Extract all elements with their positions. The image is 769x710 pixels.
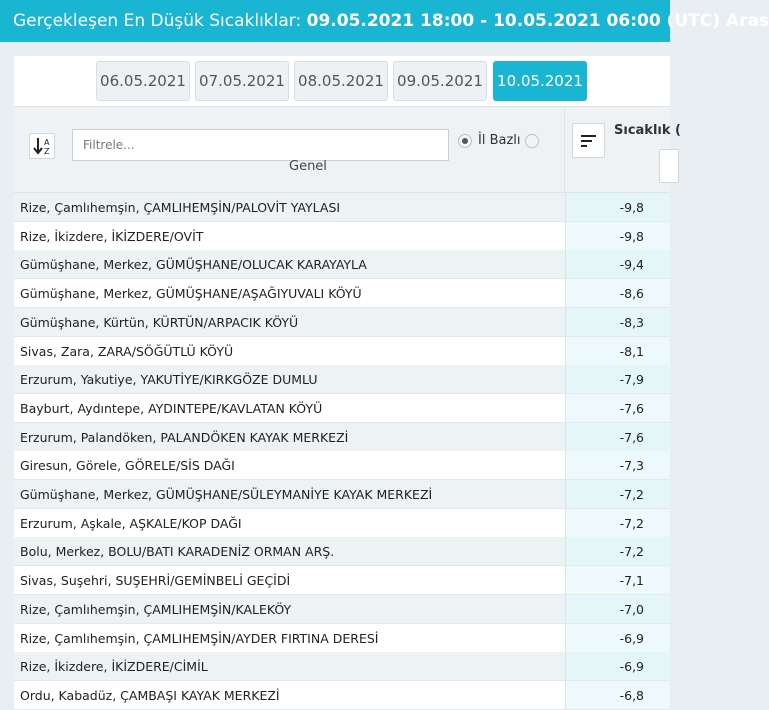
title-range: 09.05.2021 18:00 - 10.05.2021 06:00 (UTC) Aras: [306, 11, 769, 31]
table-row[interactable]: [14, 193, 670, 222]
station-name: Giresun, Görele, GÖRELE/SİS DAĞI: [20, 458, 235, 474]
table-row[interactable]: [14, 537, 670, 566]
station-name: Rize, Çamlıhemşin, ÇAMLIHEMŞİN/AYDER FIRTINA DERESİ: [20, 630, 379, 646]
temperature-value: -8,1: [619, 343, 644, 359]
temperature-value: -7,1: [619, 573, 644, 589]
station-name: Rize, İkizdere, İKİZDERE/OVİT: [20, 228, 204, 244]
date-button-3[interactable]: 09.05.2021: [393, 61, 487, 101]
station-name: Erzurum, Aşkale, AŞKALE/KOP DAĞI: [20, 515, 242, 531]
il-bazli-label: İl Bazlı: [478, 133, 521, 148]
station-name: Erzurum, Yakutiye, YAKUTİYE/KIRKGÖZE DUMLU: [20, 372, 318, 388]
table-row[interactable]: [14, 480, 670, 509]
temperature-cell: [565, 566, 670, 594]
station-name: Rize, Çamlıhemşin, ÇAMLIHEMŞİN/KALEKÖY: [20, 601, 292, 617]
table-row[interactable]: [14, 394, 670, 423]
temperature-cell: [565, 480, 670, 508]
table-row[interactable]: [14, 222, 670, 251]
date-button-0[interactable]: 06.05.2021: [96, 61, 190, 101]
table-row[interactable]: [14, 365, 670, 394]
table-header: [14, 106, 681, 193]
temperature-cell: [565, 595, 670, 623]
table-row[interactable]: [14, 566, 670, 595]
station-name: Sivas, Suşehri, SUŞEHRİ/GEMİNBELİ GEÇİDİ: [20, 573, 291, 589]
temperature-cell: [565, 308, 670, 336]
temperature-column-label: Sıcaklık (: [614, 123, 681, 138]
station-name: Rize, İkizdere, İKİZDERE/CİMİL: [20, 659, 208, 675]
temperature-cell: [565, 509, 670, 537]
table-row[interactable]: [14, 308, 670, 337]
station-name: Erzurum, Palandöken, PALANDÖKEN KAYAK MERKEZİ: [20, 429, 349, 445]
temperature-cell: [565, 423, 670, 451]
station-name: Bolu, Merkez, BOLU/BATI KARADENİZ ORMAN ARŞ.: [20, 544, 335, 560]
temperature-cell: [565, 537, 670, 565]
table-row[interactable]: [14, 624, 670, 653]
temperature-value: -9,8: [619, 200, 644, 215]
date-button-1[interactable]: 07.05.2021: [195, 61, 289, 101]
temperature-value: -8,3: [619, 314, 644, 330]
station-name: Gümüşhane, Merkez, GÜMÜŞHANE/OLUCAK KARAYAYLA: [20, 257, 367, 273]
temperature-value: -7,9: [619, 372, 644, 388]
station-name: Ordu, Kabadüz, ÇAMBAŞI KAYAK MERKEZİ: [20, 687, 280, 703]
temperature-cell: [565, 250, 670, 278]
temperature-cell: [565, 279, 670, 307]
temperature-value: -6,9: [619, 630, 644, 646]
page-title: [13, 10, 769, 32]
temperature-value: -7,6: [619, 400, 644, 416]
date-button-4[interactable]: 10.05.2021: [493, 61, 587, 101]
sort-alpha-icon: [30, 134, 54, 158]
table-row[interactable]: [14, 451, 670, 480]
temperature-cell: [565, 365, 670, 393]
svg-text:A: A: [44, 138, 50, 147]
genel-column-label: Genel: [289, 159, 327, 174]
temperature-cell: [565, 222, 670, 250]
temperature-value: -7,2: [619, 544, 644, 560]
table-row[interactable]: [14, 423, 670, 452]
temperature-cell: [565, 652, 670, 680]
table-row[interactable]: [14, 250, 670, 279]
table-row[interactable]: [14, 337, 670, 366]
station-name: Gümüşhane, Merkez, GÜMÜŞHANE/SÜLEYMANİYE KAYAK MERKEZİ: [20, 487, 433, 502]
il-bazli-radio[interactable]: [458, 134, 472, 148]
temperature-value: -7,0: [619, 601, 644, 617]
temperature-cell: [565, 681, 670, 709]
temperature-value: -9,8: [619, 228, 644, 244]
table-panel: [14, 56, 681, 703]
table-row[interactable]: [14, 652, 670, 681]
title-prefix: Gerçekleşen En Düşük Sıcaklıklar:: [13, 11, 307, 31]
temperature-value: -9,4: [619, 257, 644, 273]
temperature-value: -7,2: [619, 487, 644, 502]
temperature-filter-button[interactable]: [659, 149, 679, 183]
table-row[interactable]: [14, 595, 670, 624]
station-name: Bayburt, Aydıntepe, AYDINTEPE/KAVLATAN KÖYÜ: [20, 400, 323, 416]
temperature-value: -7,2: [619, 515, 644, 531]
temperature-cell: [565, 394, 670, 422]
temperature-value: -8,6: [619, 286, 644, 302]
temperature-cell: [565, 624, 670, 652]
station-name: Sivas, Zara, ZARA/SÖĞÜTLÜ KÖYÜ: [20, 343, 234, 359]
filter-input[interactable]: [72, 129, 449, 161]
sort-temperature-button[interactable]: [572, 123, 605, 158]
temperature-cell: [565, 337, 670, 365]
secondary-radio[interactable]: [525, 134, 539, 148]
date-button-2[interactable]: 08.05.2021: [294, 61, 388, 101]
sort-lines-icon: [573, 124, 604, 157]
station-name: Gümüşhane, Merkez, GÜMÜŞHANE/AŞAĞIYUVALI KÖYÜ: [20, 286, 362, 302]
sort-alpha-button[interactable]: [29, 133, 55, 159]
temperature-value: -7,6: [619, 429, 644, 445]
table-row[interactable]: [14, 681, 670, 710]
temperature-cell: [565, 193, 670, 221]
table-row[interactable]: [14, 509, 670, 538]
temperature-value: -7,3: [619, 458, 644, 474]
column-divider: [564, 107, 565, 194]
station-name: Gümüşhane, Kürtün, KÜRTÜN/ARPACIK KÖYÜ: [20, 314, 299, 330]
table-row[interactable]: [14, 279, 670, 308]
title-bar: [0, 0, 769, 42]
date-selector: [14, 56, 670, 106]
svg-text:Z: Z: [44, 147, 50, 156]
station-name: Rize, Çamlıhemşin, ÇAMLIHEMŞİN/PALOVİT YAYLASI: [20, 200, 341, 215]
temperature-value: -6,8: [619, 687, 644, 703]
temperature-value: -6,9: [619, 659, 644, 675]
temperature-cell: [565, 451, 670, 479]
